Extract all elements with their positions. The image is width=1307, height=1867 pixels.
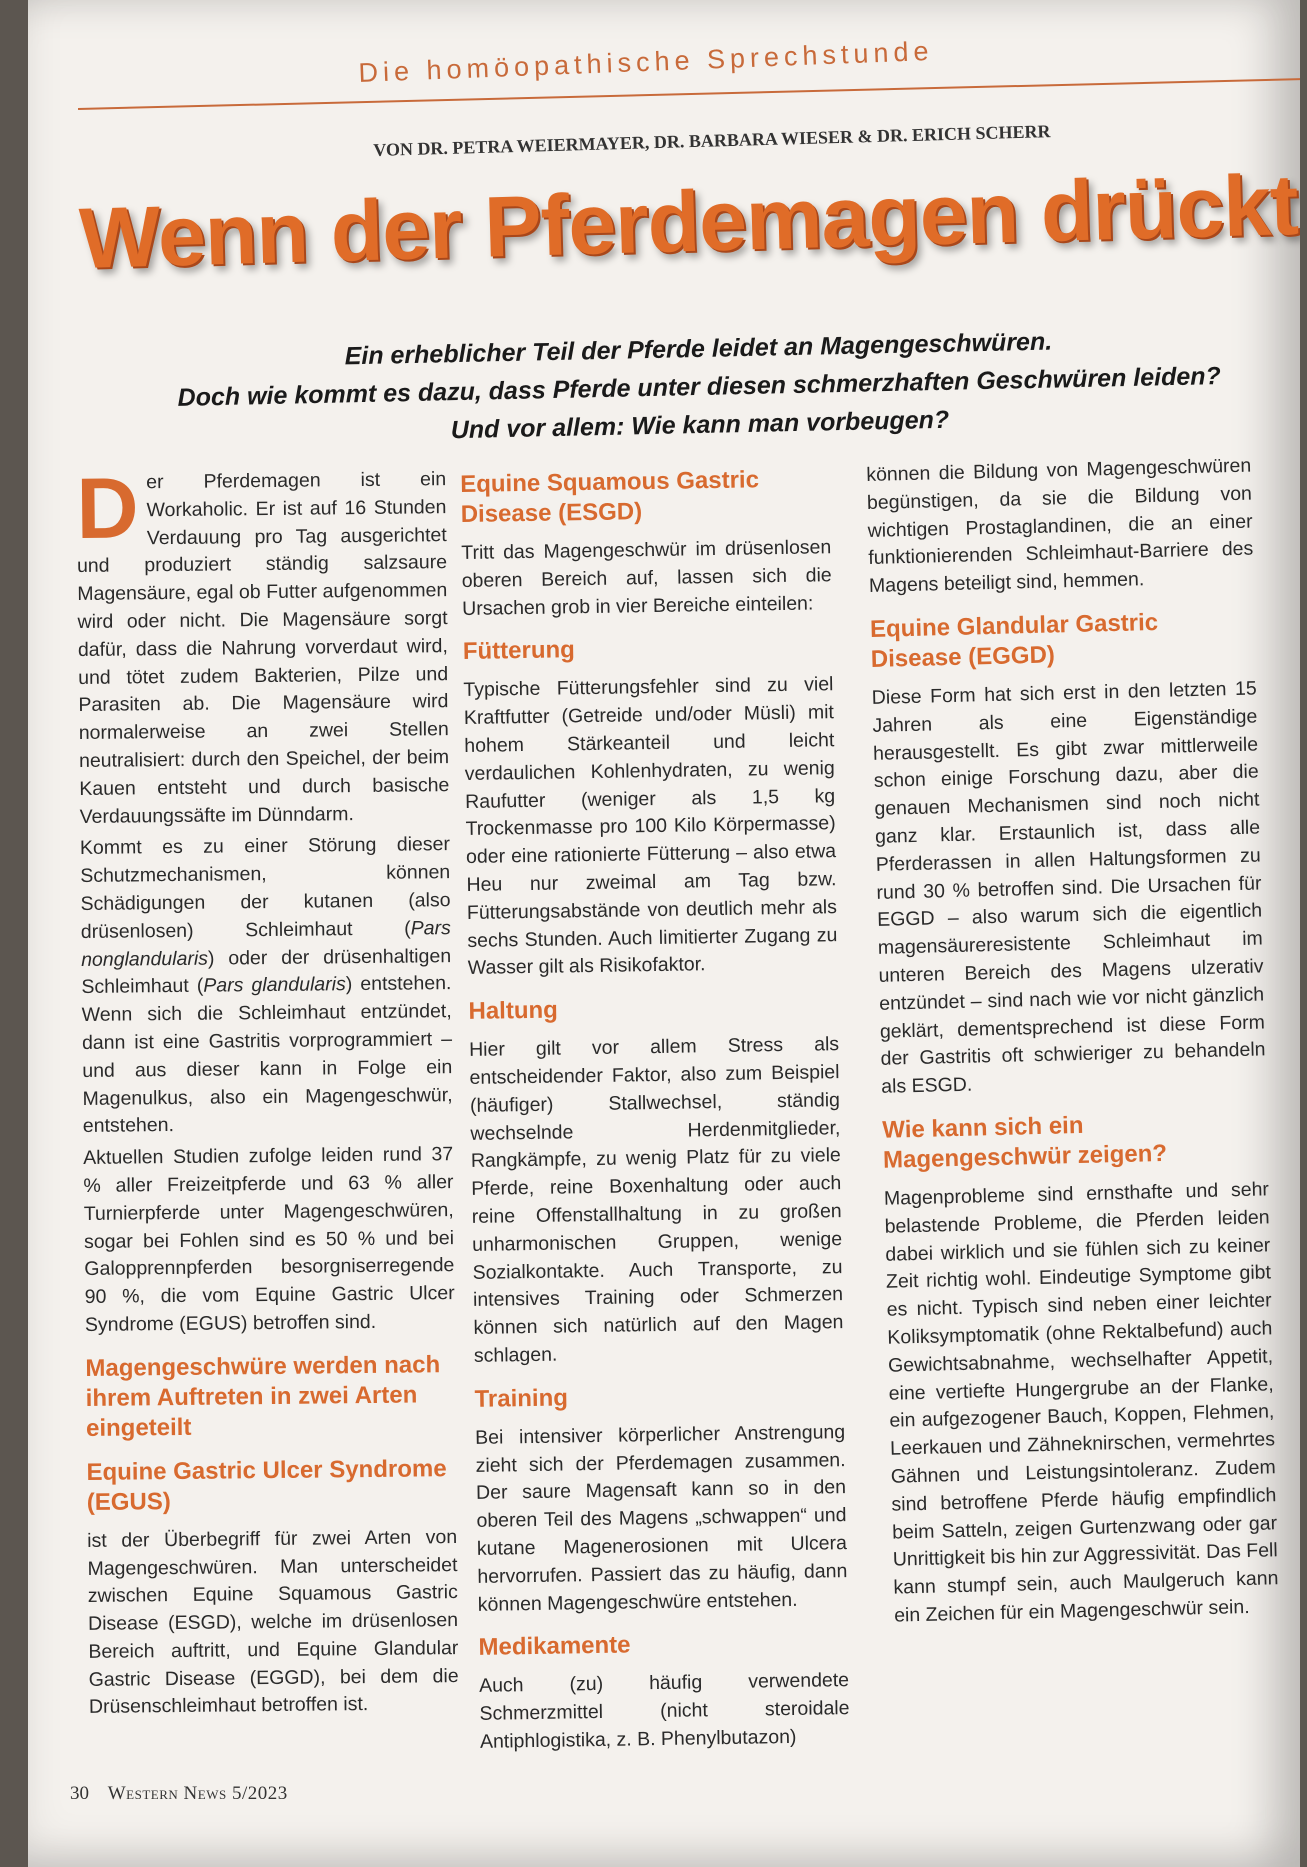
subheading: Equine Squamous Gastric Disease (ESGD) [460, 466, 760, 528]
intro-line: Und vor allem: Wie kann man vorbeugen? [450, 405, 950, 445]
paragraph: Magenprobleme sind ernsthafte und sehr belastende Probleme, die Pferden leiden dabei wirklich und sie fühlen sich zu keiner Zeit richtig wohl. Eindeutige Symptome gibt es nicht. Typisch sind neben einer leichter Koliksymptomatik (ohne Rektalbefund) auch Gewichtsabnahme, wechselhafter Appetit, eine vertiefte Hungergrube an der Flanke, ein aufgezogener Bauch, Koppen, Flehmen, Leerkauen und Zähneknirschen, vermehrtes Gähnen und Leistungsintoleranz. Zudem sind betroffene Pferde häufig empfindlich beim Satteln, zeigen Gurtenzwang oder gar Unrittigkeit bis hin zur Aggressivität. Das Fell kann stumpf sein, auch Maulgeruch kann ein Zeichen für ein Magengeschwür sein. [883, 1178, 1279, 1627]
subheading: Fütterung [462, 636, 576, 666]
byline: VON DR. PETRA WEIERMAYER, DR. BARBARA WIESER & DR. ERICH SCHERR [373, 121, 1051, 160]
paragraph: Hier gilt vor allem Stress als entscheidender Faktor, also zum Beispiel (häufiger) Stallwechsel, ständig wechselnde Herdenmitglieder, Rangkämpfe, zu wenig Platz für zu viele Pferde, reine Boxenhaltung oder auch reine Offenstallhaltung in zu großen unharmonischen Gruppen, wenige Sozialkontakte. Auch Transporte, zu intensives Training oder Schmerzen können sich natürlich auf den Magen schlagen. [468, 1033, 844, 1367]
column-2 [460, 464, 850, 1760]
intro-lead [98, 317, 1300, 456]
drop-cap: D [75, 460, 140, 557]
subheading: Wie kann sich ein Magengeschwür zeigen? [882, 1111, 1168, 1174]
headline: Wenn der Pferdemagen drückt [78, 156, 1299, 287]
paragraph-text: ) oder der drüsenhaltigen Schleimhaut ( [81, 944, 452, 999]
subheading: Equine Glandular Gastric Disease (EGGD) [869, 608, 1159, 673]
subheading: Haltung [468, 996, 559, 1026]
paragraph: Tritt das Magengeschwür im drüsenlosen oberen Bereich auf, lassen sich die Ursachen grob in vier Bereiche einteilen: [461, 536, 832, 620]
paragraph: Typische Fütterungsfehler sind zu viel Kraftfutter (Getreide und/oder Müsli) mit hohem Stärkeanteil und leicht verdaulichen Kohlenhydraten, zu wenig Raufutter (weniger als 1,5 kg Trockenmasse pro 100 Kilo Körpermasse) oder eine rationierte Fütterung – also etwa Heu nur zweimal am Tag bzw. Fütterungsabstände von deutlich mehr als sechs Stunden. Auch limitierter Zugang zu Wasser gilt als Risikofaktor. [463, 673, 838, 980]
latin-term: Pars glandularis [203, 973, 346, 998]
magazine-issue: Western News 5/2023 [107, 1783, 288, 1804]
column-3 [866, 453, 1280, 1635]
paragraph [80, 831, 453, 1141]
paragraph-text: er Pferdemagen ist ein Workaholic. Er ist auf 16 Stunden Verdauung pro Tag ausgerichtet und produziert ständig salzsaure Magensäure, egal ob Futter aufgenommen wird oder nicht. Die Magensäure sorgt dafür, dass die Nahrung vorverdaut wird, und tötet zudem Bakterien, Pilze und Parasiten ab. Die Magensäure wird normalerweise an zwei Stellen neutralisiert: durch den Speichel, der beim Kauen entsteht und durch basische Verdauungssäfte im Dünndarm. [76, 468, 450, 828]
paragraph-text: Kommt es zu einer Störung dieser Schutzmechanismen, können Schädigungen der kutanen (also drüsenlosen) Schleimhaut ( [79, 833, 451, 943]
subheading: Magengeschwüre werden nach ihrem Auftreten in zwei Arten eingeteilt [85, 1350, 441, 1442]
subheading: Medikamente [478, 1631, 631, 1662]
latin-term: Pars nonglandularis [81, 916, 451, 971]
page-footer [70, 1783, 288, 1805]
paragraph [75, 460, 450, 831]
magazine-page [28, 0, 1300, 1867]
intro-line: Ein erheblicher Teil der Pferde leidet an Magengeschwüren. [344, 327, 1053, 371]
section-label: Die homöopathische Sprechstunde [358, 35, 935, 88]
intro-line: Doch wie kommt es dazu, dass Pferde unter diesen schmerzhaften Geschwüren leiden? [177, 362, 1222, 412]
paragraph: ist der Überbegriff für zwei Arten von Magengeschwüren. Man unterscheidet zwischen Equine Squamous Gastric Disease (ESGD), welche im drüsenlosen Bereich auftritt, und Equine Glandular Gastric Disease (EGGD), bei dem die Drüsenschleimhaut betroffen ist. [87, 1525, 459, 1719]
page-number: 30 [70, 1783, 89, 1804]
paragraph-text: ) entstehen. Wenn sich die Schleimhaut entzündet, dann ist eine Gastritis vorprogrammiert – und aus dieser kann in Folge ein Magenulkus, also ein Magengeschwür, entstehen. [81, 972, 453, 1138]
paragraph: Diese Form hat sich erst in den letzten 15 Jahren als eine Eigenständige herausgestellt. Es gibt zwar mittlerweile schon einige Forschung dazu, aber die genauen Mechanismen sind noch nicht ganz klar. Erstaunlich ist, dass alle Pferderassen in allen Haltungsformen zu rund 30 % betroffen sind. Die Ursachen für EGGD – also warum sich die eigentlich magensäureresistente Schleimhaut im unteren Bereich des Magens ulzerativ entzündet – sind nach wie vor nicht gänzlich geklärt, dementsprechend ist diese Form der Gastritis oft schwieriger zu behandeln als ESGD. [871, 677, 1266, 1098]
paragraph: können die Bildung von Magengeschwüren begünstigen, da sie die Bildung von wichtigen Prostaglandinen, die an einer funktionierenden Schleimhaut-Barriere des Magens beteiligt sind, hemmen. [866, 454, 1254, 598]
subheading: Equine Gastric Ulcer Syndrome (EGUS) [86, 1454, 447, 1516]
paragraph: Aktuellen Studien zufolge leiden rund 37 % aller Freizeitpferde und 63 % aller Turnierpferde unter Magengeschwüren, sogar bei Fohlen sind es 50 % und bei Galopprennpferden besorgniserregende 90 %, die vom Equine Gastric Ulcer Syndrome (EGUS) betroffen sind. [83, 1143, 455, 1336]
column-1 [75, 460, 459, 1726]
paragraph: Auch (zu) häufig verwendete Schmerzmittel (nicht steroidale Antiphlogistika, z. B. Phenylbutazon) [478, 1669, 850, 1753]
paragraph: Bei intensiver körperlicher Anstrengung zieht sich der Pferdemagen zusammen. Der saure Magensaft kann so in den oberen Teil des Magens „schwappen“ und kutane Magenerosionen mit Ulcera hervorrufen. Passiert das zu häufig, dann können Magengeschwüre entstehen. [475, 1420, 848, 1616]
subheading: Training [474, 1384, 569, 1413]
section-rule [78, 77, 1300, 110]
